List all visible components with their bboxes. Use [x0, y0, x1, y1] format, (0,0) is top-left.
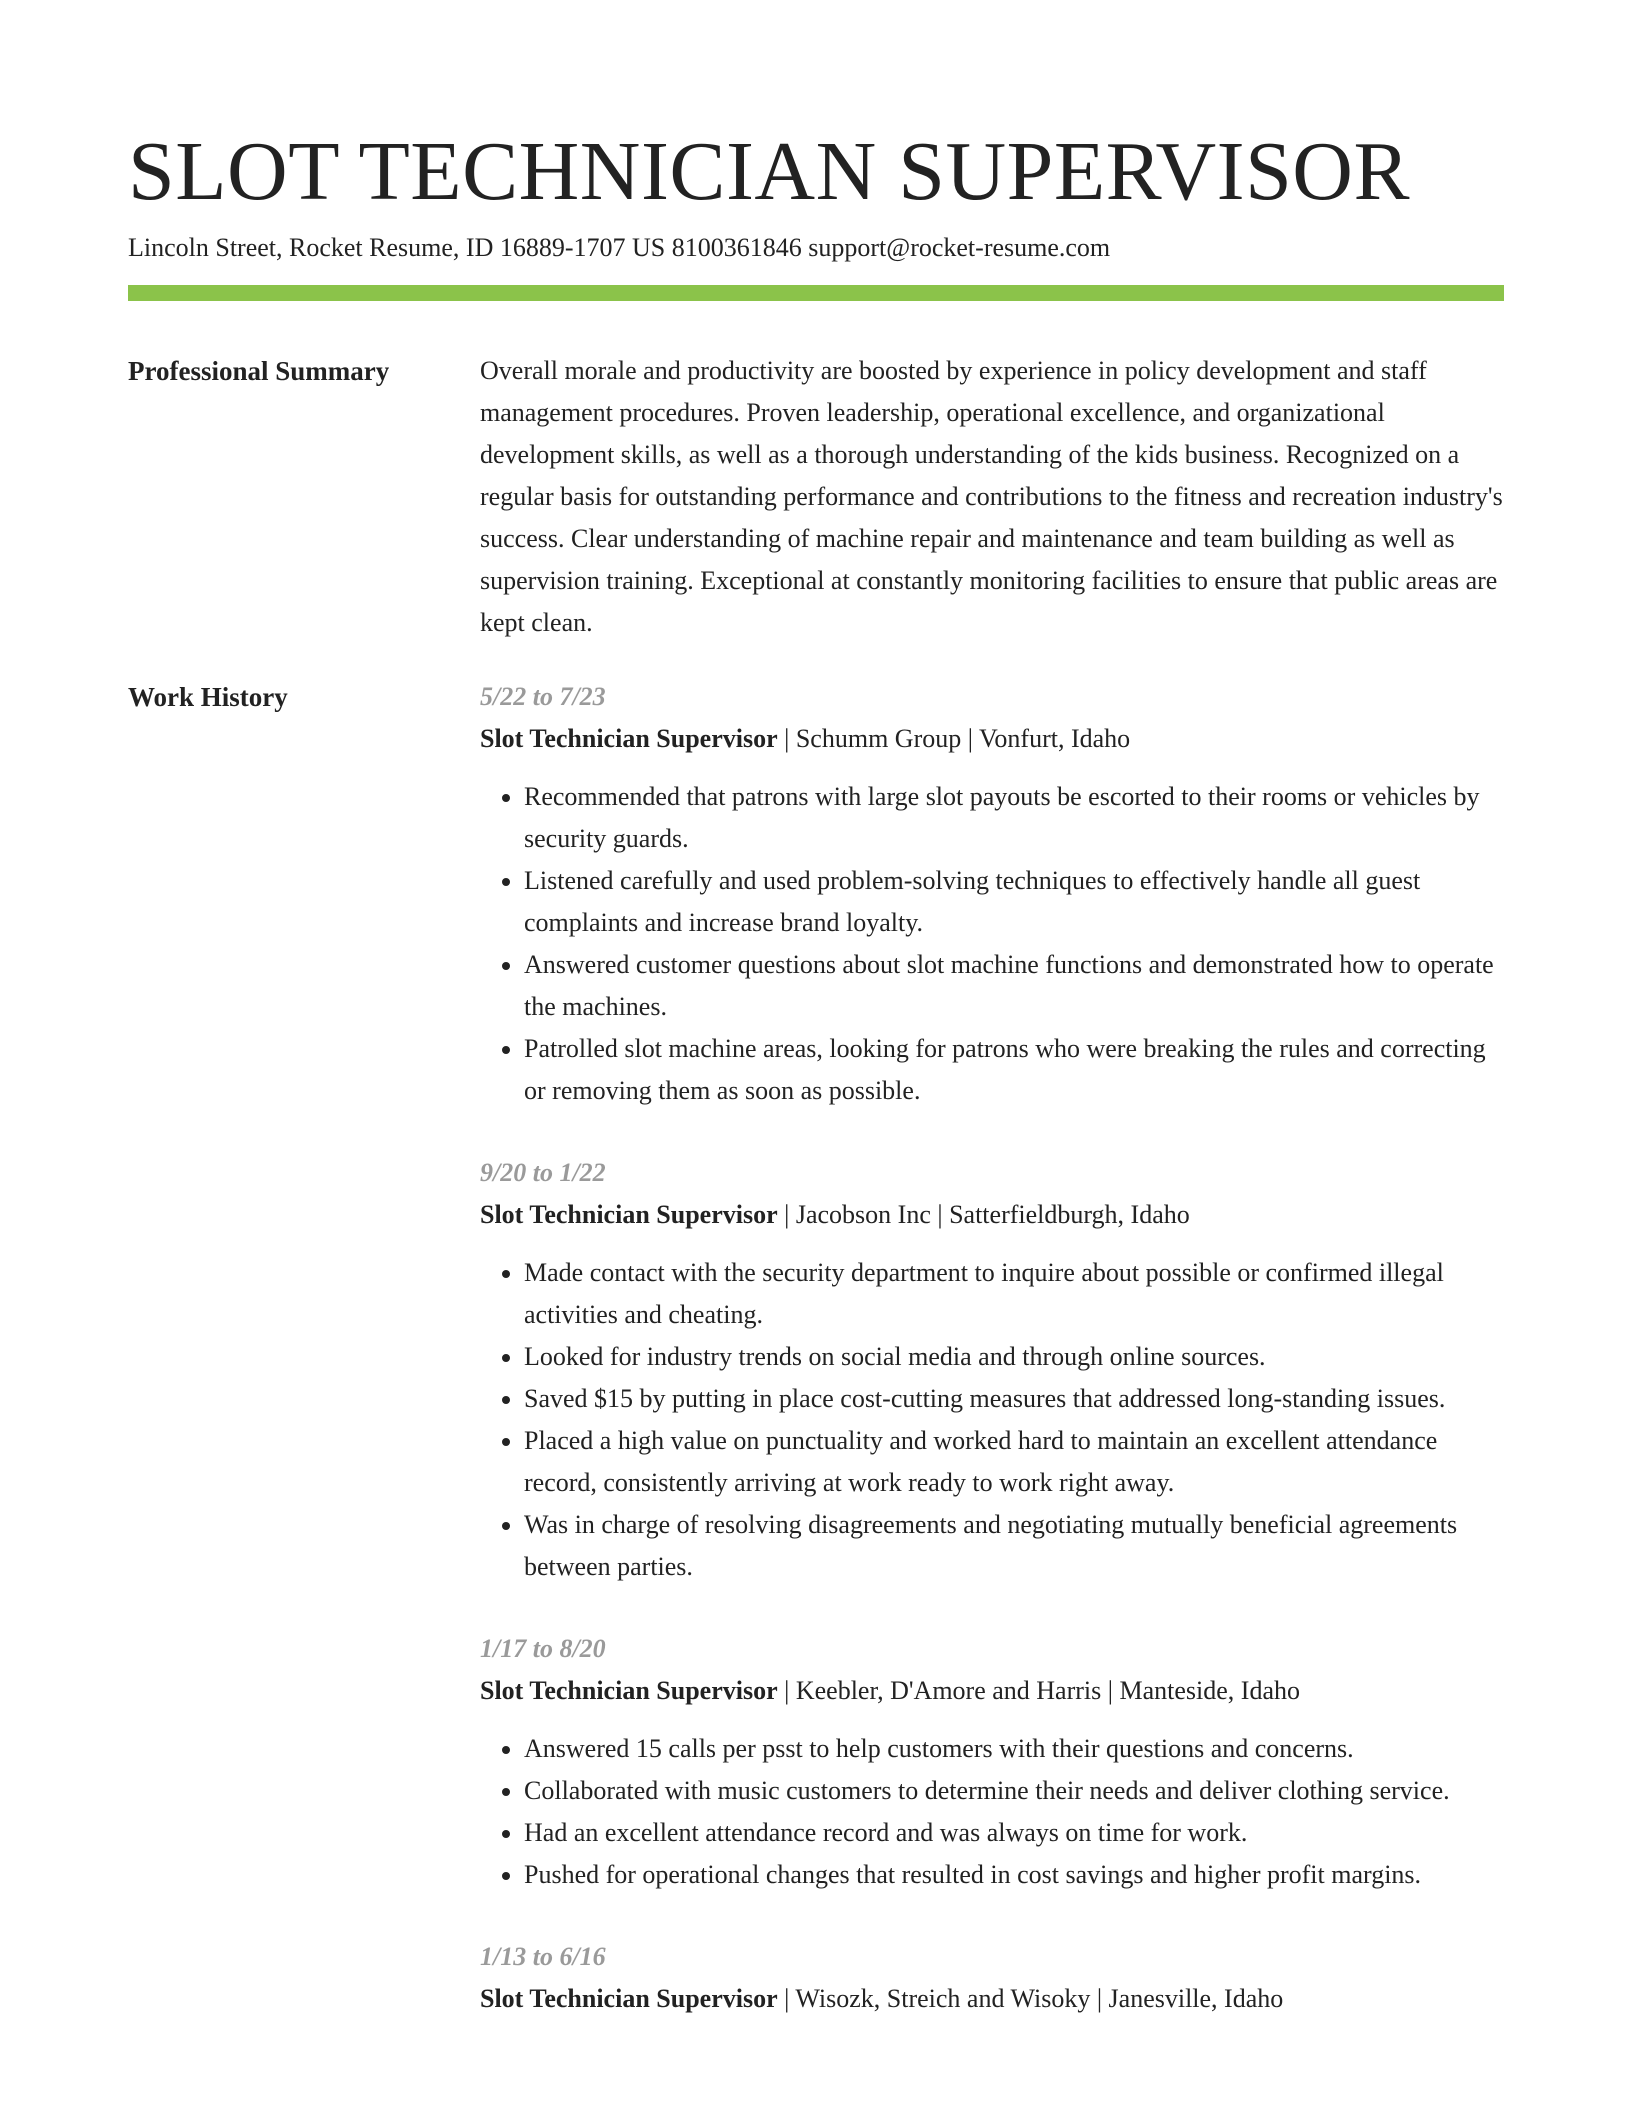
job-bullet: • Made contact with the security department to inquire about possible or confirmed illegal activities and cheating.	[524, 1252, 1504, 1336]
job-bullet: • Listened carefully and used problem-solving techniques to effectively handle all guest complaints and increase brand loyalty.	[524, 860, 1504, 944]
job-bullet: • Saved $15 by putting in place cost-cutting measures that addressed long-standing issues.	[524, 1378, 1504, 1420]
job-bullet: • Pushed for operational changes that resulted in cost savings and higher profit margins.	[524, 1854, 1504, 1896]
job-bullet: • Had an excellent attendance record and was always on time for work.	[524, 1812, 1504, 1854]
job-bullet: • Answered customer questions about slot machine functions and demonstrated how to operate the machines.	[524, 944, 1504, 1028]
contact-line: Lincoln Street, Rocket Resume, ID 16889-1707 US 8100361846 support@rocket-resume.com	[128, 233, 1111, 262]
job-title: Slot Technician Supervisor	[480, 1200, 778, 1229]
job-bullet: • Collaborated with music customers to determine their needs and deliver clothing service.	[524, 1770, 1504, 1812]
accent-divider	[128, 285, 1504, 301]
work-history-heading: Work History	[128, 682, 288, 712]
job-title: Slot Technician Supervisor	[480, 1984, 778, 2013]
candidate-name: SLOT TECHNICIAN SUPERVISOR	[128, 125, 1410, 218]
job-entry	[480, 1152, 1504, 1588]
job-bullet-list	[480, 1728, 1504, 1896]
job-title-line: Slot Technician Supervisor | Wisozk, Streich and Wisoky | Janesville, Idaho	[480, 1984, 1284, 2013]
job-dates: 5/22 to 7/23	[480, 682, 606, 711]
summary-text: Overall morale and productivity are boosted by experience in policy development and staff management procedures. Proven leadership, operational excellence, and organizational development skills, as well as a thorough understanding of the kids business. Recognized on a regular basis for outstanding performance and contributions to the fitness and recreation industry's success. Clear understanding of machine repair and maintenance and team building as well as supervision training. Exceptional at constantly monitoring facilities to ensure that public areas are kept clean.	[480, 356, 1503, 637]
job-title-line: Slot Technician Supervisor | Jacobson Inc | Satterfieldburgh, Idaho	[480, 1200, 1190, 1229]
job-location: Manteside, Idaho	[1119, 1676, 1300, 1705]
job-dates: 9/20 to 1/22	[480, 1158, 606, 1187]
job-company: Keebler, D'Amore and Harris	[795, 1676, 1102, 1705]
job-location: Satterfieldburgh, Idaho	[949, 1200, 1190, 1229]
job-bullet: • Looked for industry trends on social media and through online sources.	[524, 1336, 1504, 1378]
job-entry	[480, 1628, 1504, 1896]
job-company: Wisozk, Streich and Wisoky	[795, 1984, 1091, 2013]
job-bullet: • Patrolled slot machine areas, looking for patrons who were breaking the rules and correcting or removing them as soon as possible.	[524, 1028, 1504, 1112]
job-company: Jacobson Inc	[795, 1200, 931, 1229]
job-bullet: • Recommended that patrons with large slot payouts be escorted to their rooms or vehicles by security guards.	[524, 776, 1504, 860]
job-title: Slot Technician Supervisor	[480, 724, 778, 753]
job-bullet-list	[480, 776, 1504, 1112]
job-bullet: • Answered 15 calls per psst to help customers with their questions and concerns.	[524, 1728, 1504, 1770]
job-entry	[480, 1936, 1504, 2020]
job-title: Slot Technician Supervisor	[480, 1676, 778, 1705]
summary-heading: Professional Summary	[128, 356, 390, 386]
job-entry	[480, 676, 1504, 1112]
resume-page	[128, 0, 1504, 2112]
job-dates: 1/17 to 8/20	[480, 1634, 606, 1663]
job-title-line: Slot Technician Supervisor | Keebler, D'Amore and Harris | Manteside, Idaho	[480, 1676, 1300, 1705]
job-bullet: • Placed a high value on punctuality and worked hard to maintain an excellent attendance record, consistently arriving at work ready to work right away.	[524, 1420, 1504, 1504]
job-location: Janesville, Idaho	[1108, 1984, 1284, 2013]
job-bullet-list	[480, 1252, 1504, 1588]
job-location: Vonfurt, Idaho	[978, 724, 1131, 753]
job-company: Schumm Group	[795, 724, 962, 753]
work-history-body	[480, 676, 1504, 2060]
summary-body	[480, 350, 1504, 644]
job-dates: 1/13 to 6/16	[480, 1942, 606, 1971]
job-bullet: • Was in charge of resolving disagreements and negotiating mutually beneficial agreements between parties.	[524, 1504, 1504, 1588]
job-title-line: Slot Technician Supervisor | Schumm Group | Vonfurt, Idaho	[480, 724, 1131, 753]
